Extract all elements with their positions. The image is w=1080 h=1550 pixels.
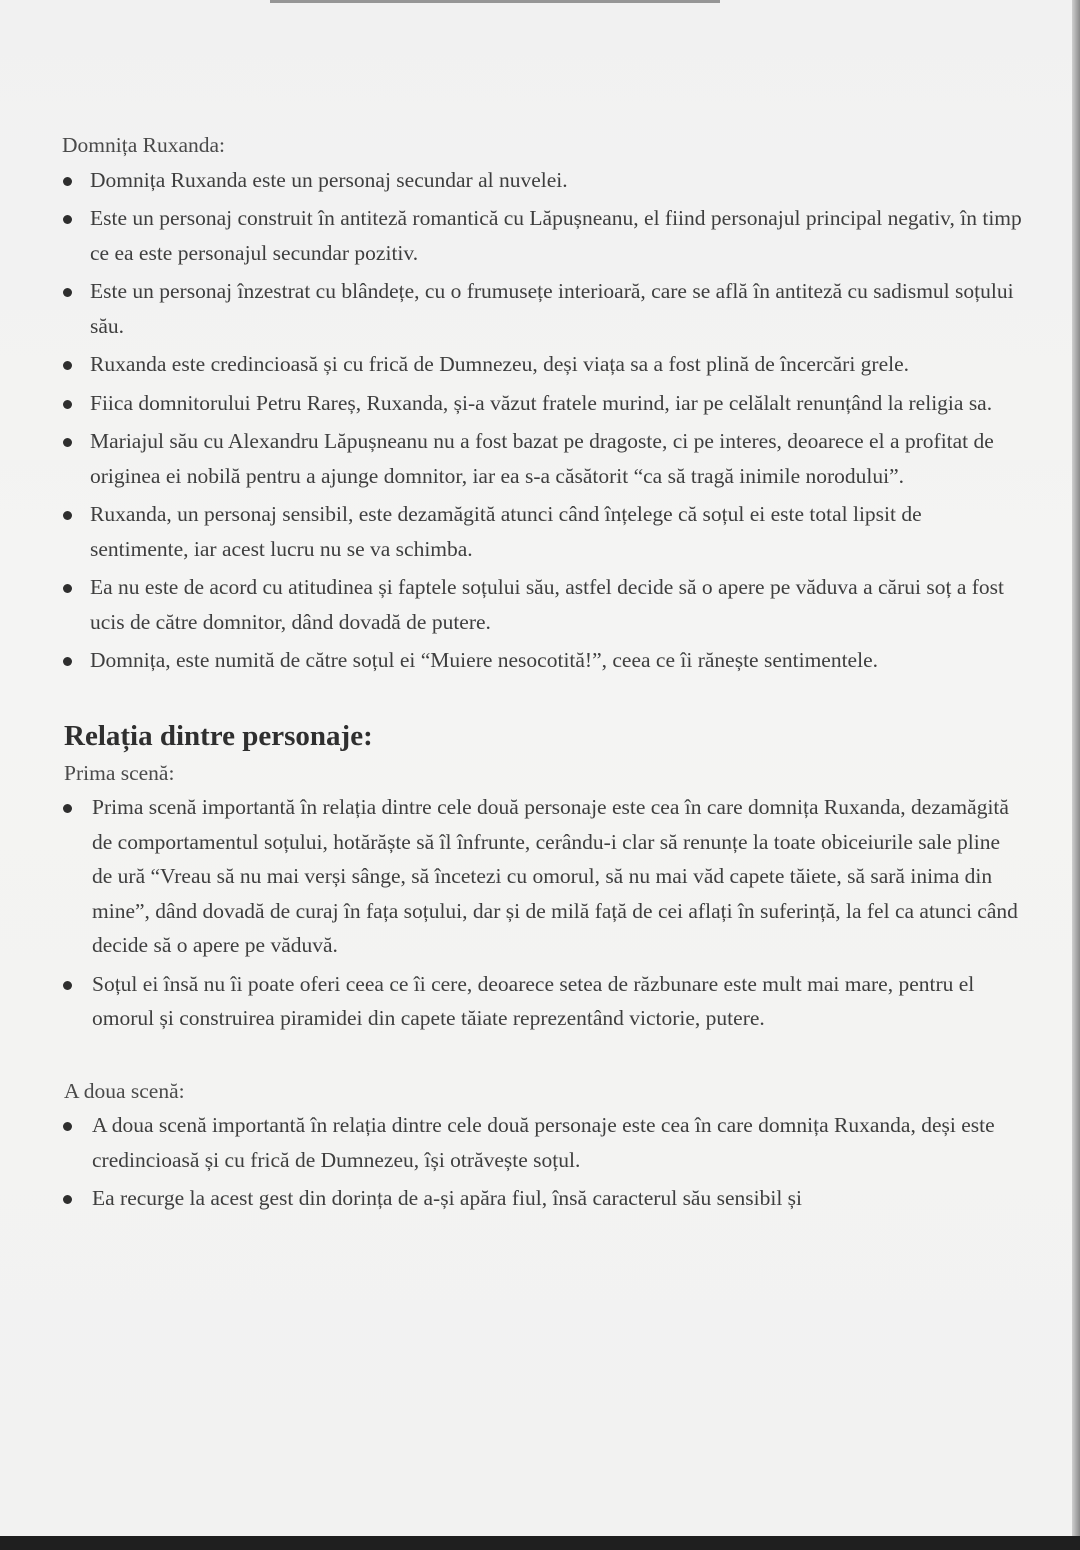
list-item: [62, 570, 1022, 639]
section-label: Prima scenă:: [64, 760, 175, 785]
list-item: [62, 163, 1022, 198]
list-item-text: Prima scenă importantă în relația dintre cele două personaje este cea în care domnița Ruxanda, dezamăgită de comportamentul soțului, hotărăște să îl înfrunte, cerându-i clar să renunțe la toate obiceiurile sale pline de ură “Vreau să nu mai verși sânge, să încetezi cu omorul, să nu mai văd capete tăiete, să sară inima din mine”, dând dovadă de curaj în fața soțului, dar și de milă față de cei aflați în suferință, la fel ca atunci când decide să o apere pe văduvă.: [92, 795, 1018, 957]
bullet-list: [62, 163, 1022, 678]
list-item-text: Ea nu este de acord cu atitudinea și faptele soțului său, astfel decide să o apere pe văduva a cărui soț a fost ucis de către domnitor, dând dovadă de putere.: [90, 575, 1004, 634]
bullet-list: [62, 790, 1022, 1036]
list-item: [62, 1108, 1022, 1177]
bullet-icon: [63, 438, 72, 447]
bullet-icon: [63, 1195, 72, 1204]
section-prima-scena: [62, 756, 1022, 1036]
background-strip: [0, 1536, 1080, 1550]
bullet-icon: [63, 584, 72, 593]
list-item: [62, 790, 1022, 963]
list-item: [62, 347, 1022, 382]
spacer: [62, 1040, 1022, 1074]
page-edge-shadow: [1072, 0, 1080, 1550]
list-item: [62, 967, 1022, 1036]
paper-top-edge: [270, 0, 720, 3]
section-label: A doua scenă:: [64, 1078, 185, 1103]
bullet-icon: [63, 177, 72, 186]
list-item-text: Este un personaj construit în antiteză romantică cu Lăpușneanu, el fiind personajul principal negativ, în timp ce ea este personajul secundar pozitiv.: [90, 206, 1022, 265]
list-item: [62, 274, 1022, 343]
section-a-doua-scena: [62, 1074, 1022, 1216]
list-item: [62, 201, 1022, 270]
list-item: [62, 497, 1022, 566]
section-label: Domnița Ruxanda:: [62, 133, 226, 157]
document-content: [62, 128, 1022, 1220]
list-item-text: Mariajul său cu Alexandru Lăpușneanu nu a fost bazat pe dragoste, ci pe interes, deoarece el a profitat de originea ei nobilă pentru a ajunge domnitor, iar ea s-a căsătorit “ca să tragă inimile norodului”.: [90, 429, 994, 488]
bullet-icon: [63, 215, 72, 224]
list-item: [62, 1181, 1022, 1216]
list-item-text: Ruxanda, un personaj sensibil, este dezamăgită atunci când înțelege că soțul ei este total lipsit de sentimente, iar acest lucru nu se va schimba.: [90, 502, 922, 561]
bullet-list: [62, 1108, 1022, 1216]
list-item-text: Soțul ei însă nu îi poate oferi ceea ce îi cere, deoarece setea de răzbunare este mult mai mare, pentru el omorul și construirea piramidei din capete tăiate reprezentând victorie, putere.: [92, 971, 975, 1030]
bullet-icon: [63, 1122, 72, 1131]
bullet-icon: [63, 400, 72, 409]
list-item-text: Ea recurge la acest gest din dorința de a-și apăra fiul, însă caracterul său sensibil și: [92, 1186, 803, 1210]
list-item-text: Domnița Ruxanda este un personaj secundar al nuvelei.: [90, 167, 568, 192]
list-item: [62, 424, 1022, 493]
bullet-icon: [63, 804, 72, 813]
bullet-icon: [63, 511, 72, 520]
list-item-text: A doua scenă importantă în relația dintre cele două personaje este cea în care domnița Ruxanda, deși este credincioasă și cu frică de Dumnezeu, își otrăvește soțul.: [92, 1113, 995, 1172]
section-domnita-ruxanda: [62, 128, 1022, 678]
list-item-text: Ruxanda este credincioasă și cu frică de Dumnezeu, deși viața sa a fost plină de încercări grele.: [90, 352, 910, 376]
list-item: [62, 643, 1022, 678]
list-item-text: Fiica domnitorului Petru Rareș, Ruxanda, și-a văzut fratele murind, iar pe celălalt renunțând la religia sa.: [90, 390, 993, 415]
bullet-icon: [63, 657, 72, 666]
list-item-text: Domnița, este numită de către soțul ei “Muiere nesocotită!”, ceea ce îi rănește sentimentele.: [90, 648, 878, 672]
bullet-icon: [63, 361, 72, 370]
list-item-text: Este un personaj înzestrat cu blândețe, cu o frumusețe interioară, care se află în antiteză cu sadismul soțului său.: [90, 279, 1014, 338]
bullet-icon: [63, 288, 72, 297]
bullet-icon: [63, 981, 72, 990]
list-item: [62, 386, 1022, 421]
section-heading: Relația dintre personaje:: [64, 719, 373, 752]
